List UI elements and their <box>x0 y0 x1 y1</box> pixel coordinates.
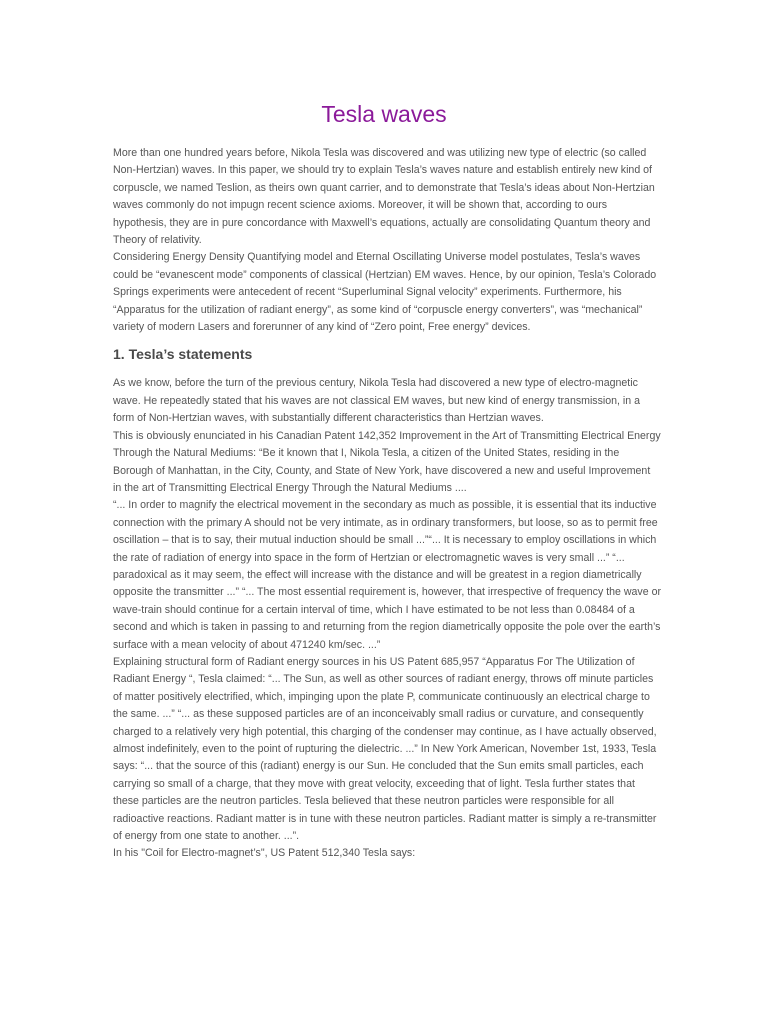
section-heading: 1. Tesla’s statements <box>113 346 253 363</box>
document-body <box>113 145 661 863</box>
intro-paragraph: More than one hundred years before, Nikola Tesla was discovered and was utilizing new type of electric (so called Non-Hertzian) waves. In this paper, we should try to explain Tesla’s waves nature and establish entirely new kind of corpuscle, we named Teslion, as theirs own quant carrier, and to demonstrate that Tesla’s ideas about Non-Hertzian waves commonly do not impugn recent science axioms. Moreover, it will be shown that, according to ours hypothesis, they are in pure concordance with Maxwell’s equations, actually are consolidating Quantum theory and Theory of relativity. <box>113 147 655 247</box>
section-paragraph: As we know, before the turn of the previous century, Nikola Tesla had discovered a new type of electro-magnetic wave. He repeatedly stated that his waves are not classical EM waves, but new kind of energy transmission, in a form of Non-Hertzian waves, with substantially different characteristics than Hertzian waves. <box>113 377 641 425</box>
section-paragraph: This is obviously enunciated in his Canadian Patent 142,352 Improvement in the Art of Transmitting Electrical Energy Through the Natural Mediums: “Be it known that I, Nikola Tesla, a citizen of the United States, residing in the Borough of Manhattan, in the City, County, and State of New York, have discovered a new and useful Improvement in the art of Transmitting Electrical Energy Through the Natural Mediums .... <box>113 429 661 494</box>
section-paragraph: Explaining structural form of Radiant energy sources in his US Patent 685,957 “Apparatus For The Utilization of Radiant Energy “, Tesla claimed: “... The Sun, as well as other sources of radiant energy, throws off minute particles of matter positively electrified, which, impinging upon the plate P, communicate continuously an electrical charge to the same. ...” “... as these supposed particles are of an inconceivably small radius or curvature, and consequently charged to a relatively very high potential, this charging of the condenser may continue, as I have actually observed, almost indefinitely, even to the point of rupturing the dielectric. ...” In New York American, November 1st, 1933, Tesla says: “... that the source of this (radiant) energy is our Sun. He concluded that the Sun emits small particles, each carrying so small of a charge, that they move with great velocity, exceeding that of light. Tesla further states that these particles are the neutron particles. Tesla believed that these neutron particles were responsible for all radioactive reactions. Radiant matter is in tune with these neutron particles. Radiant matter is simply a re-transmitter of energy from one state to another. ...”. <box>113 655 657 843</box>
section-paragraph: In his "Coil for Electro-magnet’s", US Patent 512,340 Tesla says: <box>113 847 416 860</box>
intro-paragraph: Considering Energy Density Quantifying model and Eternal Oscillating Universe model postulates, Tesla’s waves could be “evanescent mode” components of classical (Hertzian) EM waves. Hence, by our opinion, Tesla’s Colorado Springs experiments were antecedent of recent “Superluminal Signal velocity” experiments. Furthermore, his “Apparatus for the utilization of radiant energy”, as some kind of “corpuscle energy converters”, was “mechanical” variety of modern Lasers and forerunner of any kind of “Zero point, Free energy” devices. <box>113 251 657 334</box>
page-title: Tesla waves <box>321 101 447 127</box>
section-paragraph: “... In order to magnify the electrical movement in the secondary as much as possible, it is essential that its inductive connection with the primary A should not be very intimate, as in ordinary transformers, but loose, so as to permit free oscillation – that is to say, their mutual induction should be small ...”“... It is necessary to employ oscillations in which the rate of radiation of energy into space in the form of Hertzian or electromagnetic waves is very small ...” “... paradoxical as it may seem, the effect will increase with the distance and will be greatest in a region diametrically opposite the transmitter ...” “... The most essential requirement is, however, that irrespective of frequency the wave or wave-train should continue for a certain interval of time, which I have estimated to be not less than 0.08484 of a second and which is taken in passing to and returning from the region diametrically opposite the pole over the earth’s surface with a mean velocity of about 471240 km/sec. ...” <box>113 499 661 651</box>
